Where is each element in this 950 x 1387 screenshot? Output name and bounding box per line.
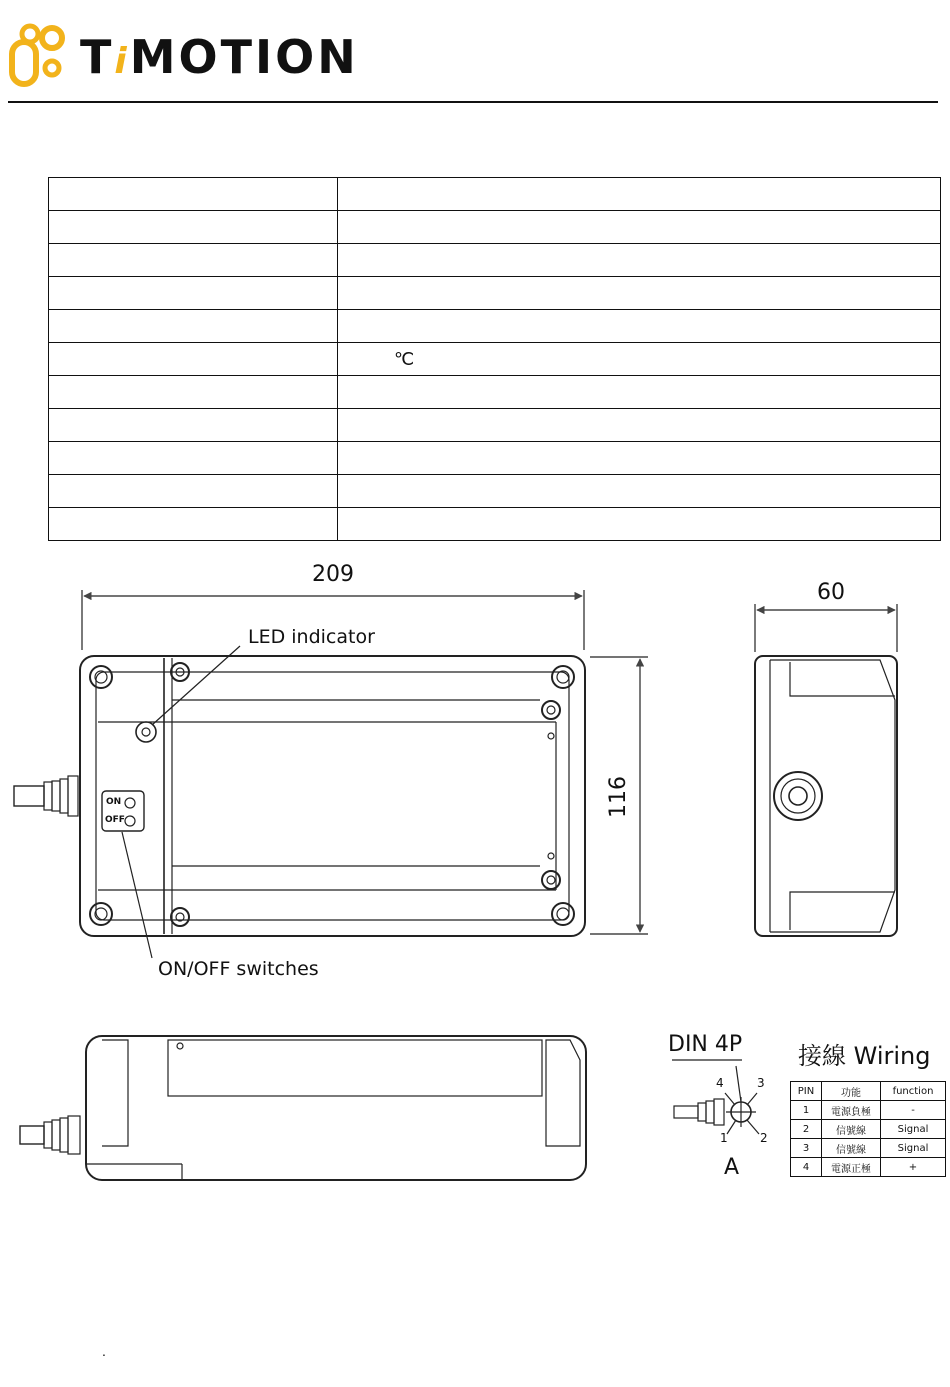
wiring-row <box>791 1120 946 1139</box>
wiring-cn: 電源正極 <box>822 1158 881 1177</box>
housing-top-view <box>80 656 585 936</box>
din-connector-title: DIN 4P <box>668 1032 743 1057</box>
din-connector-diagram <box>672 1060 759 1134</box>
switch-on-label: ON <box>106 797 122 807</box>
temperature-unit: ℃ <box>394 348 415 369</box>
led-indicator-label: LED indicator <box>248 626 375 648</box>
brand-i: i <box>114 41 130 82</box>
side-view-dimension <box>755 604 897 652</box>
wiring-pin: 3 <box>791 1139 822 1158</box>
wiring-cn: 信號線 <box>822 1120 881 1139</box>
housing-front-view <box>86 1036 586 1180</box>
wiring-fn: + <box>881 1158 946 1177</box>
wiring-row <box>791 1139 946 1158</box>
wiring-header-cn: 功能 <box>822 1082 881 1101</box>
pin-4-label: 4 <box>716 1076 724 1090</box>
wiring-fn: Signal <box>881 1120 946 1139</box>
pin-2-label: 2 <box>760 1131 768 1145</box>
cable-front-view <box>20 1116 80 1154</box>
width-dimension-label: 209 <box>312 562 354 587</box>
wiring-fn: - <box>881 1101 946 1120</box>
brand-rest: MOTION <box>129 30 359 84</box>
wiring-pin: 1 <box>791 1101 822 1120</box>
housing-side-view <box>755 656 897 936</box>
wiring-header-fn: function <box>881 1082 946 1101</box>
wiring-pin: 2 <box>791 1120 822 1139</box>
switch-off-label: OFF <box>105 815 125 825</box>
wiring-cn: 信號線 <box>822 1139 881 1158</box>
cable-top-view <box>14 776 78 816</box>
depth-dimension-label: 60 <box>817 580 845 605</box>
led-indicator <box>136 646 240 742</box>
wiring-header-row <box>791 1082 946 1101</box>
on-off-switches-label: ON/OFF switches <box>158 958 319 980</box>
wiring-row <box>791 1158 946 1177</box>
height-dimension-label: 116 <box>606 776 631 818</box>
wiring-fn: Signal <box>881 1139 946 1158</box>
wiring-pin: 4 <box>791 1158 822 1177</box>
brand-prefix: T <box>80 30 115 84</box>
wiring-cn: 電源負極 <box>822 1101 881 1120</box>
footer-mark: . <box>102 1343 106 1359</box>
wiring-row <box>791 1101 946 1120</box>
wiring-header-pin: PIN <box>791 1082 822 1101</box>
connector-view-label: A <box>724 1155 740 1180</box>
wiring-title: 接線 Wiring <box>798 1042 931 1070</box>
pin-3-label: 3 <box>757 1076 765 1090</box>
pin-1-label: 1 <box>720 1131 728 1145</box>
wiring-table <box>790 1081 946 1177</box>
